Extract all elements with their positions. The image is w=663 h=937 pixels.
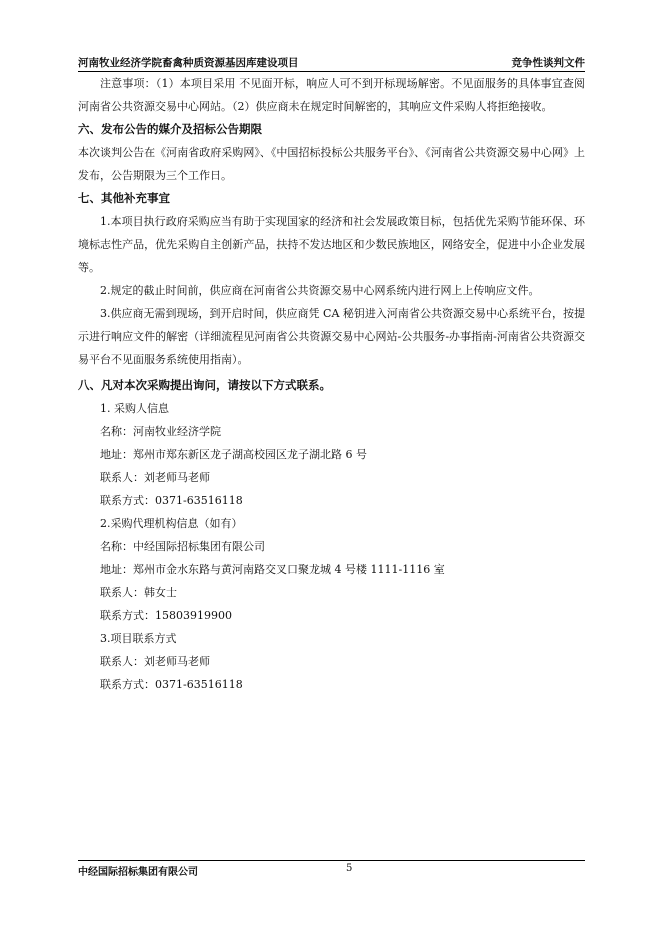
section-7-item-1: 1.本项目执行政府采购应当有助于实现国家的经济和社会发展政策目标，包括优先采购节能环保、环境标志性产品，优先采购自主创新产品，扶持不发达地区和少数民族地区，网络安全，促进中小企业发展等。 (78, 215, 585, 274)
project-contact-person: 联系人：刘老师马老师 (100, 655, 210, 668)
agency-name: 名称：中经国际招标集团有限公司 (100, 540, 265, 553)
purchaser-contact: 联系人：刘老师马老师 (100, 471, 210, 484)
section-6-title: 六、发布公告的媒介及招标公告期限 (78, 122, 262, 136)
footer-company: 中经国际招标集团有限公司 (78, 867, 198, 878)
agency-address: 地址：郑州市金水东路与黄河南路交叉口聚龙城 4 号楼 1111-1116 室 (100, 563, 445, 576)
agency-info-heading: 2.采购代理机构信息（如有） (100, 517, 243, 530)
page-footer (78, 863, 585, 877)
purchaser-phone: 联系方式：0371-63516118 (100, 494, 243, 507)
agency-phone: 联系方式：15803919900 (100, 609, 232, 622)
page-number: 5 (346, 863, 353, 874)
purchaser-address: 地址：郑州市郑东新区龙子湖高校园区龙子湖北路 6 号 (100, 448, 367, 461)
section-8-title: 八、凡对本次采购提出询问，请按以下方式联系。 (78, 378, 331, 392)
project-contact-phone: 联系方式：0371-63516118 (100, 678, 243, 691)
section-7-item-3: 3.供应商无需到现场，到开启时间，供应商凭 CA 秘钥进入河南省公共资源交易中心系统平台，按提示进行响应文件的解密（详细流程见河南省公共资源交易中心网站-公共服务-办事指南-河南省公共资源交易平台不见面服务系统使用指南）。 (78, 307, 585, 366)
header-document-type: 竞争性谈判文件 (511, 57, 585, 69)
purchaser-name: 名称：河南牧业经济学院 (100, 425, 221, 438)
agency-contact: 联系人：韩女士 (100, 586, 177, 599)
section-7-item-2: 2.规定的截止时间前，供应商在河南省公共资源交易中心网系统内进行网上上传响应文件。 (100, 284, 540, 297)
intro-notice: 注意事项：（1）本项目采用 不见面开标，响应人可不到开标现场解密。不见面服务的具体事宜查阅河南省公共资源交易中心网站。（2）供应商未在规定时间解密的，其响应文件采购人将拒绝接收。 (78, 77, 585, 113)
page-header (78, 55, 585, 71)
project-contact-heading: 3.项目联系方式 (100, 632, 177, 645)
header-project-title: 河南牧业经济学院畜禽种质资源基因库建设项目 (78, 57, 299, 69)
section-7-title: 七、其他补充事宜 (78, 191, 170, 205)
section-6-body: 本次谈判公告在《河南省政府采购网》、《中国招标投标公共服务平台》、《河南省公共资源交易中心网》上发布，公告期限为三个工作日。 (78, 146, 585, 182)
purchaser-info-heading: 1. 采购人信息 (100, 402, 169, 415)
document-body (78, 72, 585, 696)
footer-divider (78, 860, 585, 861)
